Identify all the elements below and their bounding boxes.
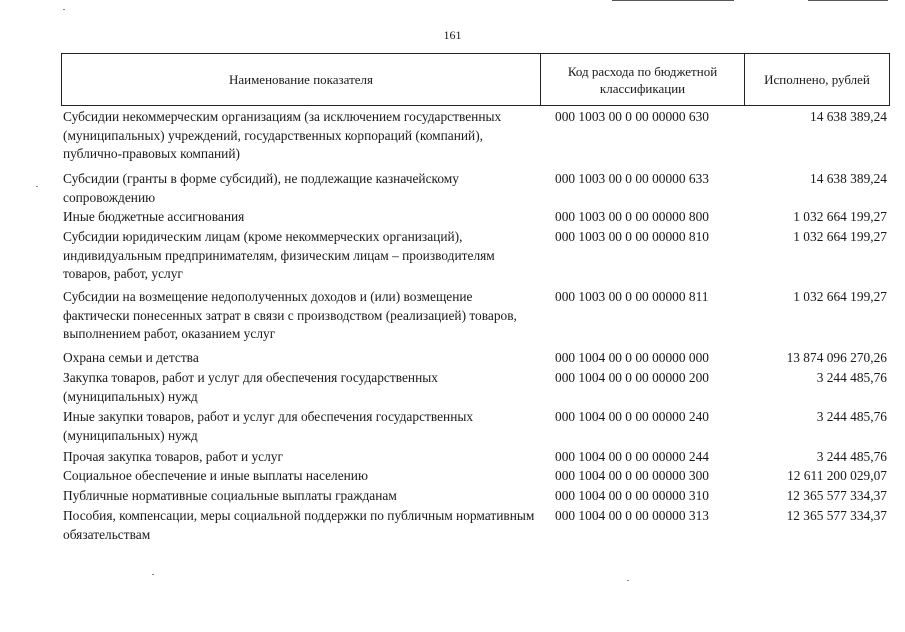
table-header	[61, 53, 890, 106]
scan-line	[612, 0, 734, 1]
row-code: 000 1003 00 0 00 00000 811	[555, 289, 709, 304]
row-name: Публичные нормативные социальные выплаты гражданам	[63, 488, 397, 503]
row-value: 3 244 485,76	[816, 370, 887, 385]
row-code: 000 1003 00 0 00 00000 633	[555, 171, 709, 186]
row-value: 1 032 664 199,27	[793, 209, 887, 224]
scan-speck	[36, 186, 38, 187]
row-name: Закупка товаров, работ и услуг для обеспечения государственных (муниципальных) нужд	[63, 370, 438, 404]
row-name: Прочая закупка товаров, работ и услуг	[63, 449, 283, 464]
row-code: 000 1004 00 0 00 00000 310	[555, 488, 709, 503]
row-value: 3 244 485,76	[816, 449, 887, 464]
row-code: 000 1003 00 0 00 00000 800	[555, 209, 709, 224]
row-name: Пособия, компенсации, меры социальной поддержки по публичным нормативным обязательствам	[63, 508, 535, 542]
row-name: Социальное обеспечение и иные выплаты населению	[63, 468, 368, 483]
scan-line	[808, 0, 888, 1]
row-value: 12 365 577 334,37	[786, 508, 887, 523]
row-name: Иные бюджетные ассигнования	[63, 209, 245, 224]
column-header-executed: Исполнено, рублей	[764, 72, 870, 87]
row-value: 3 244 485,76	[816, 409, 887, 424]
row-name: Субсидии некоммерческим организациям (за исключением государственных (муниципальных) учреждений, государственных корпораций (компаний), публично-правовых компаний)	[63, 109, 502, 161]
row-value: 13 874 096 270,26	[786, 350, 887, 365]
row-code: 000 1004 00 0 00 00000 313	[555, 508, 709, 523]
row-name: Охрана семьи и детства	[63, 350, 199, 365]
row-value: 1 032 664 199,27	[793, 229, 887, 244]
row-value: 1 032 664 199,27	[793, 289, 887, 304]
row-code: 000 1004 00 0 00 00000 244	[555, 449, 709, 464]
row-value: 14 638 389,24	[810, 109, 887, 124]
row-name: Субсидии (гранты в форме субсидий), не подлежащие казначейскому сопровождению	[63, 171, 459, 205]
scan-speck	[152, 574, 154, 575]
row-code: 000 1004 00 0 00 00000 300	[555, 468, 709, 483]
row-name: Иные закупки товаров, работ и услуг для обеспечения государственных (муниципальных) нужд	[63, 409, 474, 443]
row-code: 000 1003 00 0 00 00000 810	[555, 229, 709, 244]
row-code: 000 1004 00 0 00 00000 000	[555, 350, 709, 365]
row-value: 14 638 389,24	[810, 171, 887, 186]
column-header-code: Код расхода по бюджетной классификации	[541, 54, 745, 105]
row-code: 000 1004 00 0 00 00000 200	[555, 370, 709, 385]
scan-speck	[63, 9, 65, 10]
row-value: 12 365 577 334,37	[786, 488, 887, 503]
row-value: 12 611 200 029,07	[787, 468, 887, 483]
row-name: Субсидии юридическим лицам (кроме некоммерческих организаций), индивидуальным предпринимателям, физическим лицам – производителям товаров, работ, услуг	[63, 229, 495, 281]
scan-speck	[627, 580, 629, 581]
column-header-name: Наименование показателя	[62, 54, 541, 105]
row-name: Субсидии на возмещение недополученных доходов и (или) возмещение фактически понесенных затрат в связи с производством (реализацией) товаров, выполнением работ, оказанием услуг	[63, 289, 517, 341]
row-code: 000 1004 00 0 00 00000 240	[555, 409, 709, 424]
page-number: 161	[443, 28, 462, 42]
row-code: 000 1003 00 0 00 00000 630	[555, 109, 709, 124]
